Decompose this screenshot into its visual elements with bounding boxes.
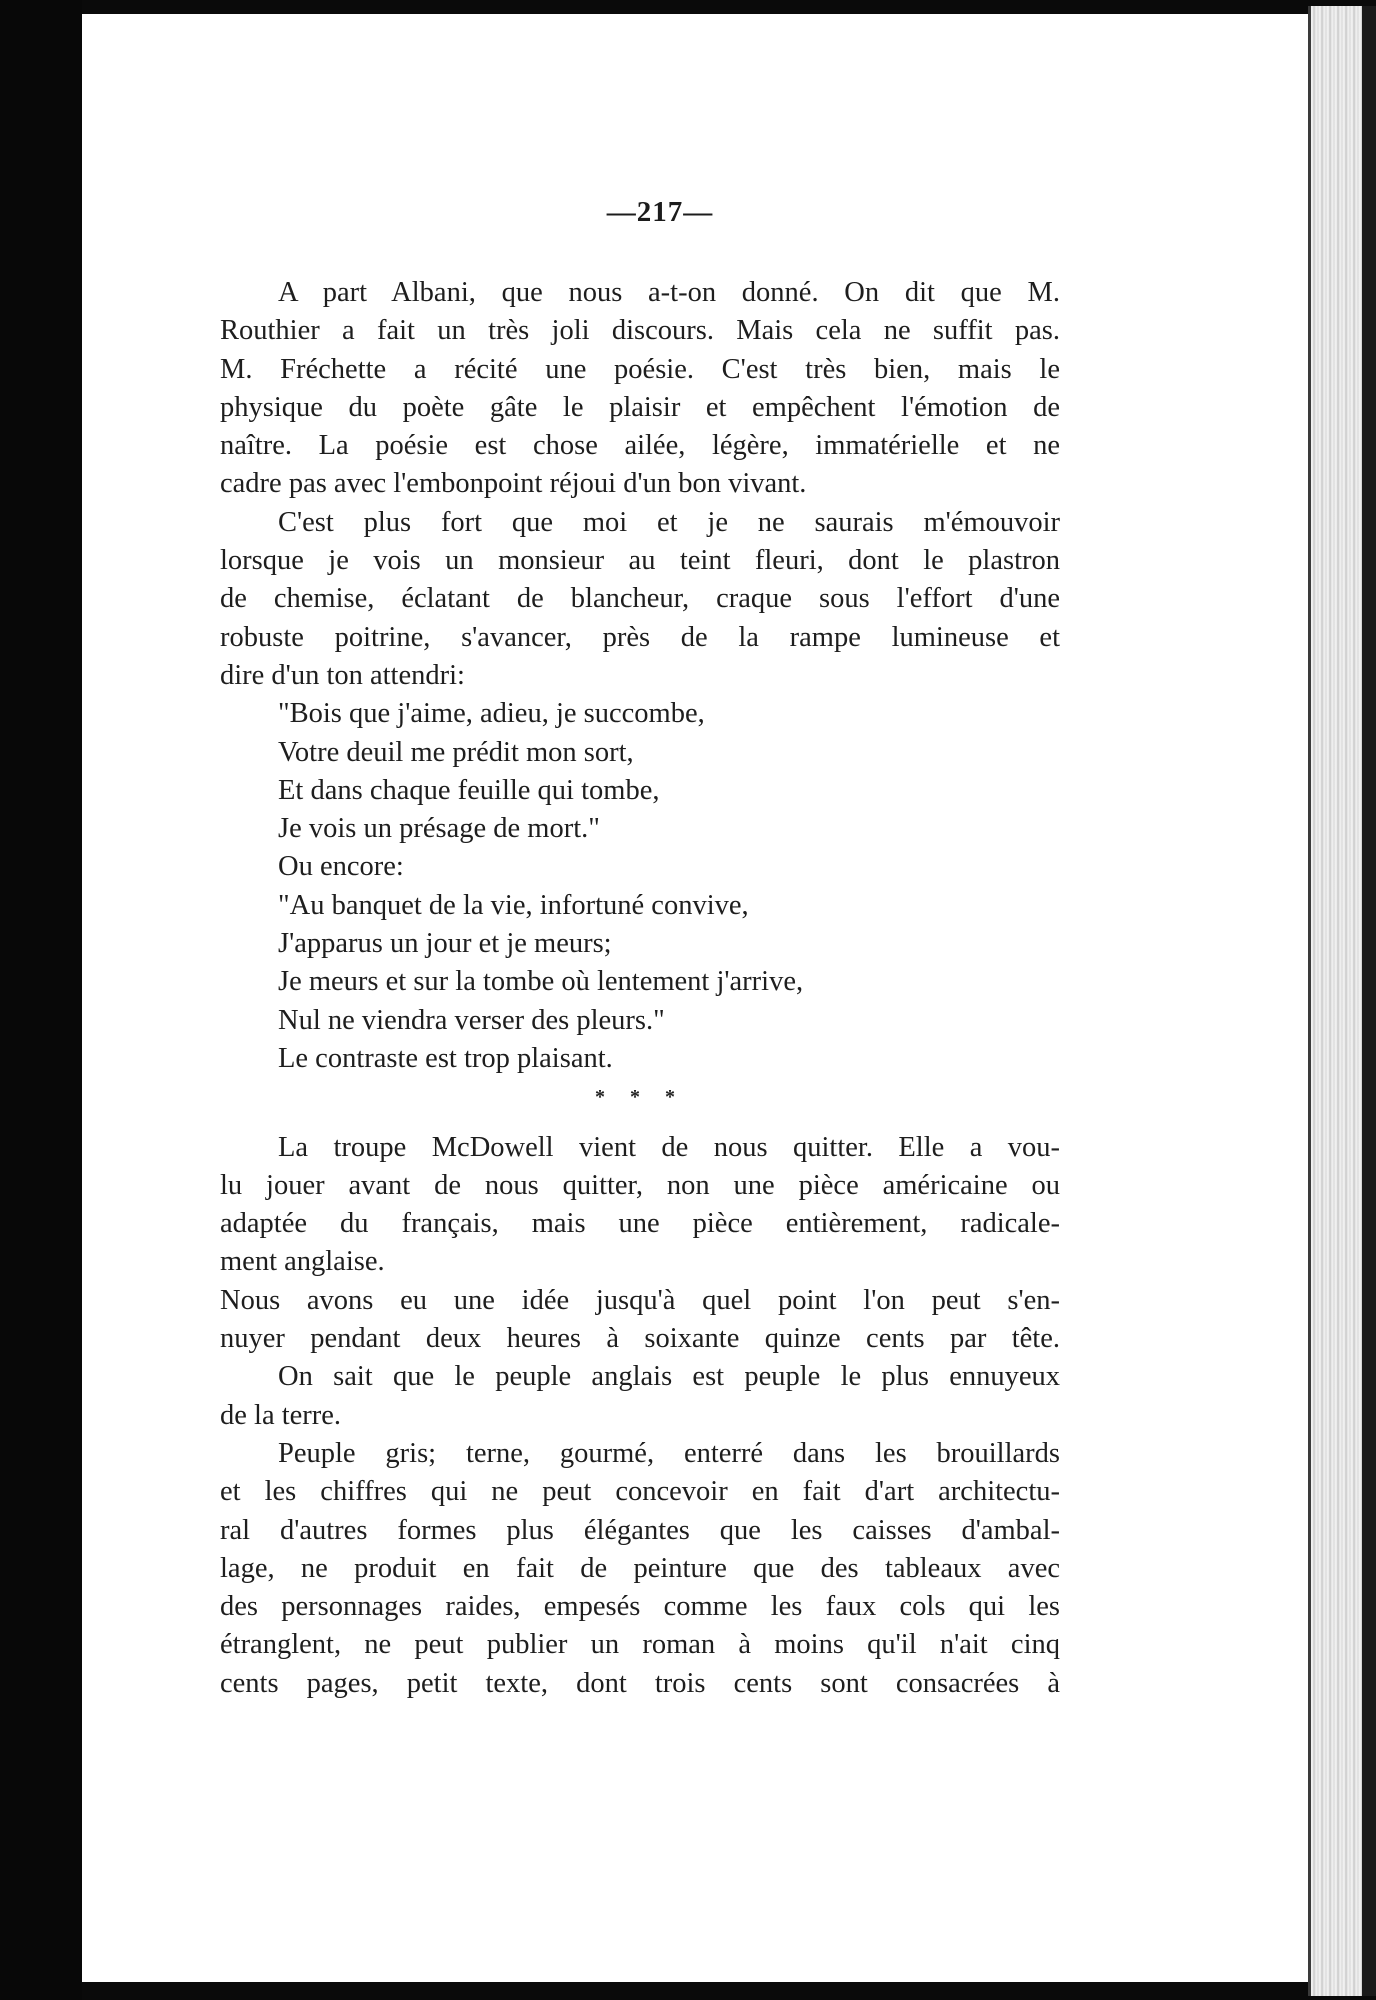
text-line: de la terre. — [220, 1399, 342, 1431]
page-edge-stack — [1308, 6, 1376, 1996]
text-line: "Bois que j'aime, adieu, je succombe, — [278, 698, 705, 730]
text-line: lage, ne produit en fait de peinture que des tableaux avec — [220, 1552, 1060, 1584]
text-line: Et dans chaque feuille qui tombe, — [278, 774, 660, 806]
text-line: Routhier a fait un très joli discours. Mais cela ne suffit pas. — [220, 315, 1060, 347]
text-line: A part Albani, que nous a-t-on donné. On dit que M. — [278, 277, 1060, 308]
text-line: ral d'autres formes plus élégantes que les caisses d'ambal- — [220, 1514, 1060, 1546]
text-part-2 — [220, 1129, 1060, 1703]
text-line: J'apparus un jour et je meurs; — [278, 928, 612, 960]
text-line: lorsque je vois un monsieur au teint fleuri, dont le plastron — [220, 545, 1060, 577]
section-gap — [220, 1117, 1060, 1129]
text-line: cadre pas avec l'embonpoint réjoui d'un bon vivant. — [220, 468, 807, 500]
text-line: de chemise, éclatant de blancheur, craque sous l'effort d'une — [220, 583, 1060, 615]
text-line: Nous avons eu une idée jusqu'à quel point l'on peut s'en- — [220, 1284, 1060, 1316]
text-line: Je vois un présage de mort." — [278, 813, 600, 845]
body-text — [220, 274, 1060, 1703]
scan-left-margin — [0, 0, 82, 2000]
text-line: des personnages raides, empesés comme les faux cols qui les — [220, 1591, 1060, 1623]
text-line: ment anglaise. — [220, 1246, 385, 1278]
text-line: Votre deuil me prédit mon sort, — [278, 736, 634, 768]
text-line: La troupe McDowell vient de nous quitter. Elle a vou- — [278, 1131, 1060, 1163]
text-line: physique du poète gâte le plaisir et empêchent l'émotion de — [220, 391, 1060, 423]
text-line: Ou encore: — [278, 851, 404, 883]
text-line: lu jouer avant de nous quitter, non une pièce américaine ou — [220, 1169, 1060, 1201]
text-line: "Au banquet de la vie, infortuné convive, — [278, 889, 749, 921]
text-line: adaptée du français, mais une pièce entièrement, radicale- — [220, 1208, 1060, 1240]
text-line: nuyer pendant deux heures à soixante quinze cents par tête. — [220, 1323, 1060, 1355]
text-line: M. Fréchette a récité une poésie. C'est très bien, mais le — [220, 353, 1060, 385]
text-line: Le contraste est trop plaisant. — [278, 1042, 613, 1074]
text-line: robuste poitrine, s'avancer, près de la rampe lumineuse et — [220, 621, 1060, 653]
text-line: Nul ne viendra verser des pleurs." — [278, 1004, 665, 1036]
section-ornament: * * * — [595, 1086, 685, 1109]
text-line: C'est plus fort que moi et je ne saurais m'émouvoir — [278, 506, 1060, 538]
text-line: dire d'un ton attendri: — [220, 659, 465, 691]
page-number: —217— — [606, 196, 714, 228]
text-line: Je meurs et sur la tombe où lentement j'arrive, — [278, 966, 804, 998]
text-line: On sait que le peuple anglais est peuple le plus ennuyeux — [278, 1361, 1060, 1393]
text-line: naître. La poésie est chose ailée, légère, immatérielle et ne — [220, 430, 1060, 462]
text-line: et les chiffres qui ne peut concevoir en fait d'art architectu- — [220, 1476, 1060, 1508]
text-part-1 — [220, 274, 1060, 1078]
text-line: étranglent, ne peut publier un roman à moins qu'il n'ait cinq — [220, 1629, 1060, 1661]
text-line: cents pages, petit texte, dont trois cents sont consacrées à — [220, 1667, 1060, 1699]
text-line: Peuple gris; terne, gourmé, enterré dans les brouillards — [278, 1437, 1060, 1469]
